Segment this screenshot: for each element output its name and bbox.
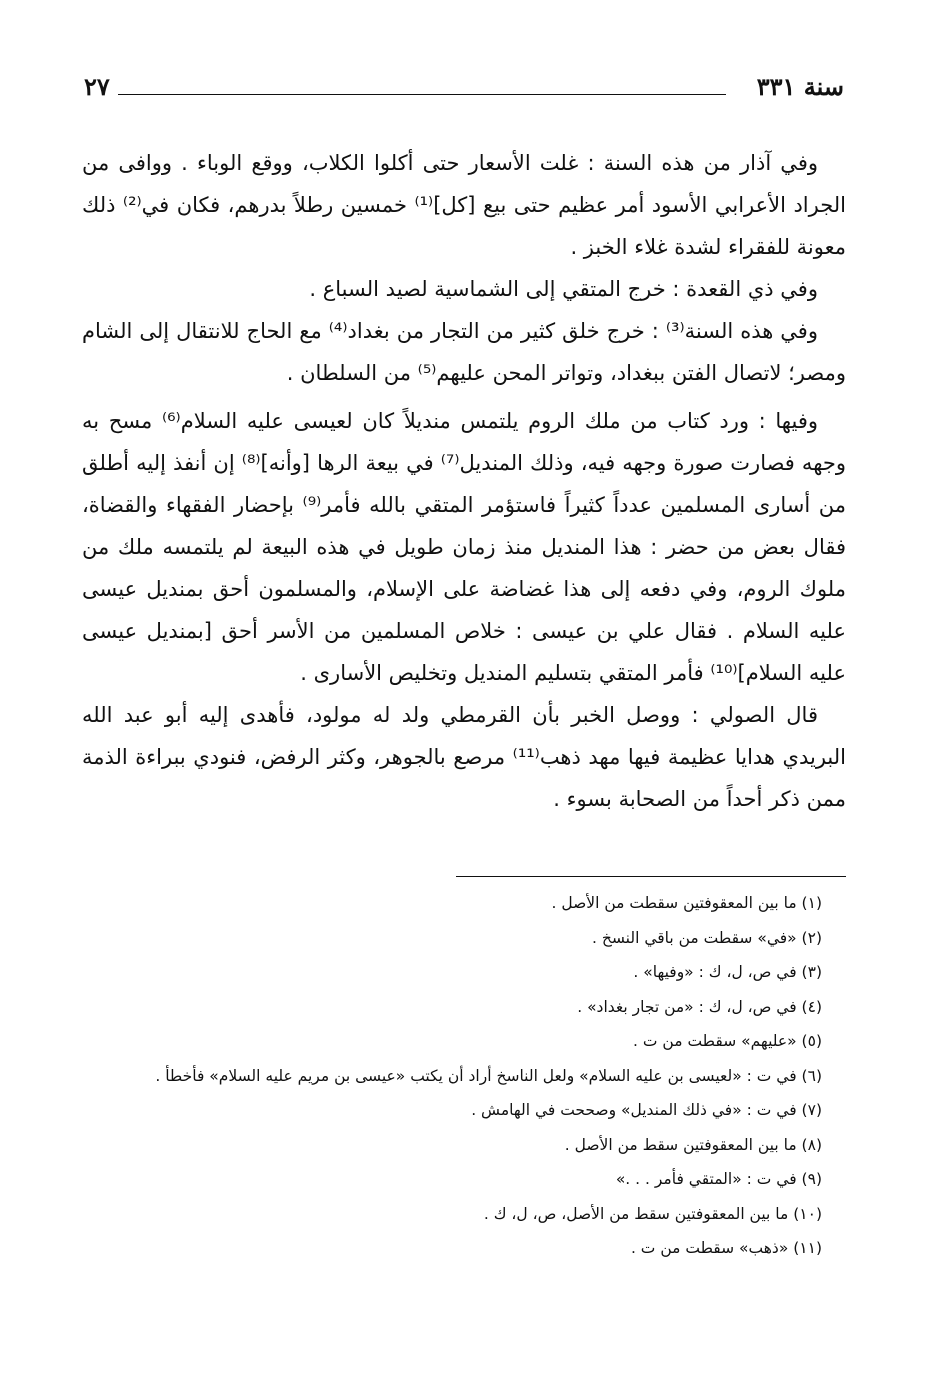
paragraph-merchants: وفي هذه السنة⁽³⁾ : خرج خلق كثير من التجار من بغداد⁽⁴⁾ مع الحاج للانتقال إلى الشام ومصر؛ لاتصال الفتن ببغداد، وتواتر المحن عليهم⁽⁵⁾ من السلطان . (82, 319, 846, 385)
footnote: (٨) ما بين المعقوفتين سقط من الأصل . (564, 1135, 822, 1154)
page-number: ٢٧ (84, 72, 110, 101)
paragraph-adhar: وفي آذار من هذه السنة : غلت الأسعار حتى أكلوا الكلاب، ووقع الوباء . ووافى من الجراد الأعرابي الأسود أمر عظيم حتى بيع [كل]⁽¹⁾ خمسين رطلاً بدرهم، فكان في⁽²⁾ ذلك معونة للفقراء لشدة غلاء الخبز . (82, 151, 847, 259)
main-text (82, 142, 846, 820)
footnotes (102, 886, 822, 1266)
footnote: (٥) «عليهم» سقطت من ت . (633, 1032, 822, 1050)
footnote: (٧) في ت : «في ذلك المنديل» وصححت في الهامش . (471, 1101, 822, 1119)
paragraph-dhul-qadah: وفي ذي القعدة : خرج المتقي إلى الشماسية لصيد السباع . (309, 277, 818, 301)
footnote: (٩) في ت : «المتقي فأمر . . .» (615, 1170, 822, 1188)
footnote: (٤) في ص، ل، ك : «من تجار بغداد» . (577, 997, 822, 1016)
paragraph-mandylion: وفيها : ورد كتاب من ملك الروم يلتمس منديلاً كان لعيسى عليه السلام⁽⁶⁾ مسح به وجهه فصارت صورة وجهه فيه، وذلك المنديل⁽⁷⁾ في بيعة الرها [وأنه]⁽⁸⁾ إن أنفذ إليه أطلق من أسارى المسلمين عدداً كثيراً فاستؤمر المتقي بالله فأمر⁽⁹⁾ بإحضار الفقهاء والقضاة، فقال بعض من حضر : هذا المنديل منذ زمان طويل في هذه البيعة لم يلتمسه ملك من ملوك الروم، وفي دفعه إلى هذا غضاضة على الإسلام، والمسلمون أحق بمنديل عيسى عليه السلام . فقال علي بن عيسى : خلاص المسلمين من الأسر أحق [بمنديل عيسى عليه السلام]⁽¹⁰⁾ فأمر المتقي بتسليم المنديل وتخليص الأسارى . (82, 409, 846, 685)
header-rule (118, 94, 726, 95)
footnote: (٦) في ت : «لعيسى بن عليه السلام» ولعل الناسخ أراد أن يكتب «عيسى بن مريم عليه السلام» فأخطأ . (155, 1066, 822, 1085)
footnote: (٣) في ص، ل، ك : «وفيها» . (633, 963, 822, 981)
footnote: (١) ما بين المعقوفتين سقطت من الأصل . (551, 894, 822, 912)
paragraph-suli: قال الصولي : ووصل الخبر بأن القرمطي ولد له مولود، فأهدى إليه أبو عبد الله البريدي هدايا عظيمة فيها مهد ذهب⁽¹¹⁾ مرصع بالجوهر، وكثر الرفض، فنودي ببراءة الذمة ممن ذكر أحداً من الصحابة بسوء . (82, 703, 846, 811)
footnote-rule (456, 876, 846, 877)
footnote: (١١) «ذهب» سقطت من ت . (630, 1239, 822, 1257)
page-header (84, 68, 844, 108)
footnote: (٢) «في» سقطت من باقي النسخ . (592, 928, 822, 947)
running-head: سنة ٣٣١ (756, 72, 844, 101)
footnote: (١٠) ما بين المعقوفتين سقط من الأصل، ص، ل، ك . (483, 1204, 822, 1223)
